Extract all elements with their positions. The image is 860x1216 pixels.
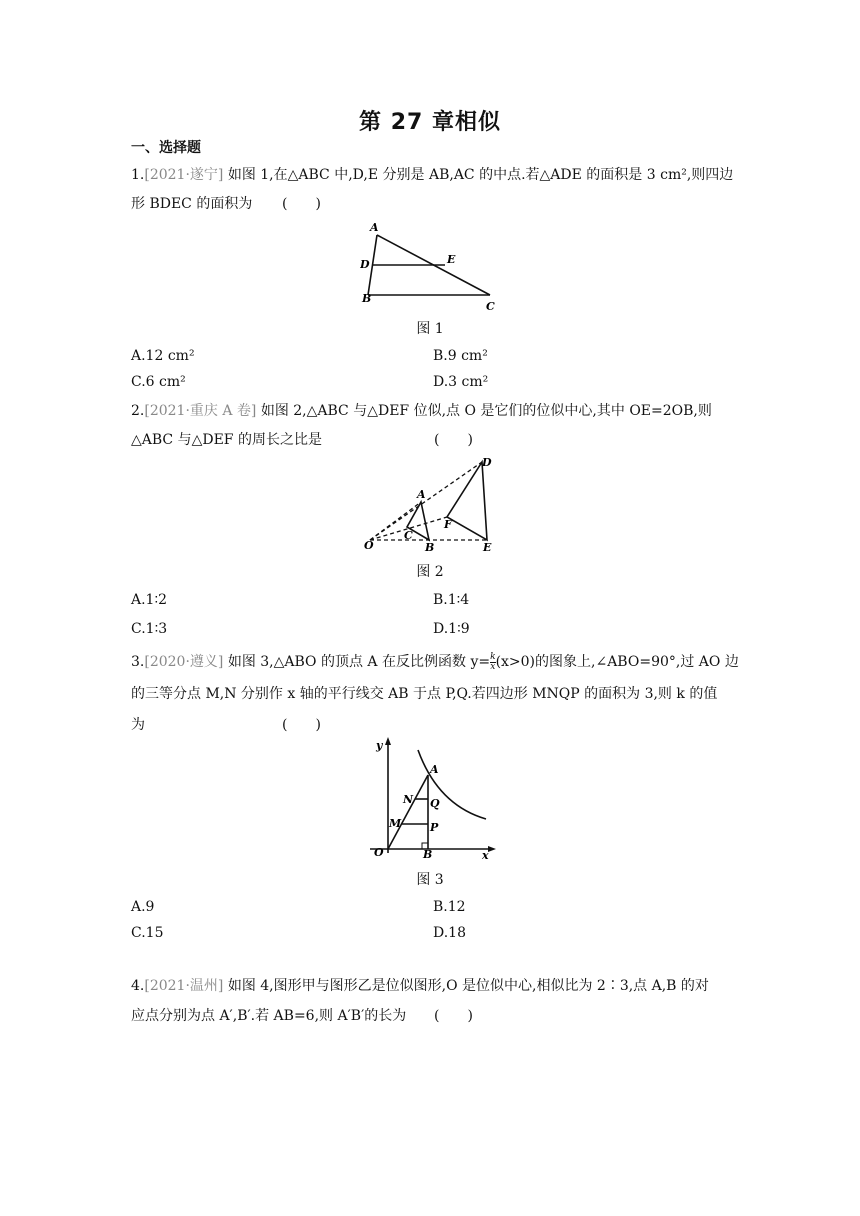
q1-label-c: C bbox=[486, 300, 495, 313]
q4-answer-paren: ( ) bbox=[434, 1008, 473, 1024]
q3-x-arrow bbox=[488, 846, 496, 852]
q3-stem-line3 bbox=[131, 715, 145, 735]
q3-option-d: D.18 bbox=[433, 925, 466, 941]
q1-source: [2021·遂宁] bbox=[144, 167, 224, 183]
q3-figure bbox=[368, 735, 498, 860]
q2-caption: 图 2 bbox=[416, 564, 444, 580]
q3-text3: 为 bbox=[131, 717, 145, 733]
q2-number: 2. bbox=[131, 403, 145, 419]
q2-ray-oa bbox=[370, 502, 421, 540]
q3-label-y: y bbox=[376, 739, 383, 752]
q2-option-a: A.1∶2 bbox=[131, 592, 168, 608]
q3-text: 如图 3,△ABO 的顶点 A 在反比例函数 y= bbox=[223, 654, 491, 670]
q1-text2: 形 BDEC 的面积为 bbox=[131, 196, 253, 212]
q1-caption: 图 1 bbox=[416, 321, 444, 337]
q2-text: 如图 2,△ABC 与△DEF 位似,点 O 是它们的位似中心,其中 OE=2OB,则 bbox=[256, 403, 712, 419]
q2-label-b: B bbox=[425, 541, 435, 554]
page-title: 第 27 章相似 bbox=[359, 110, 501, 135]
q3-stem-line2 bbox=[131, 684, 717, 704]
q1-stem-line1 bbox=[131, 165, 733, 185]
q2-label-e: E bbox=[483, 541, 492, 554]
q2-text2: △ABC 与△DEF 的周长之比是 bbox=[131, 432, 322, 448]
q2-label-a: A bbox=[417, 488, 426, 501]
q3-label-m: M bbox=[389, 817, 402, 830]
q4-number: 4. bbox=[131, 978, 145, 994]
q2-option-d: D.1∶9 bbox=[433, 621, 470, 637]
q1-stem-line2 bbox=[131, 194, 252, 214]
q3-label-a: A bbox=[430, 763, 439, 776]
section-heading: 一、选择题 bbox=[131, 140, 201, 156]
q3-y-arrow bbox=[385, 737, 391, 745]
q3-number: 3. bbox=[131, 654, 145, 670]
q4-text2: 应点分别为点 A′,B′.若 AB=6,则 A′B′的长为 bbox=[131, 1008, 407, 1024]
q1-label-a: A bbox=[370, 221, 379, 234]
q2-stem-line2 bbox=[131, 430, 322, 450]
q4-text: 如图 4,图形甲与图形乙是位似图形,O 是位似中心,相似比为 2∶3,点 A,B 的对 bbox=[223, 978, 709, 994]
q3-stem-line1 bbox=[131, 652, 739, 672]
q2-label-c: C bbox=[404, 529, 413, 542]
q2-source: [2021·重庆 A 卷] bbox=[144, 403, 257, 419]
q2-stem-line1 bbox=[131, 401, 712, 421]
q1-label-e: E bbox=[447, 253, 456, 266]
q3-fraction-numerator: k bbox=[490, 651, 496, 662]
q2-label-o: O bbox=[364, 539, 374, 552]
q4-source: [2021·温州] bbox=[144, 978, 224, 994]
q3-text2: 的三等分点 M,N 分别作 x 轴的平行线交 AB 于点 P,Q.若四边形 MNQP 的面积为 3,则 k 的值 bbox=[131, 686, 718, 702]
q3-answer-paren: ( ) bbox=[282, 717, 321, 733]
q3-fraction-denominator: x bbox=[490, 661, 496, 672]
q4-stem-line1 bbox=[131, 976, 709, 996]
q1-option-b: B.9 cm² bbox=[433, 348, 488, 364]
q1-label-d: D bbox=[360, 258, 370, 271]
q3-label-o: O bbox=[374, 846, 384, 859]
q3-label-p: P bbox=[430, 821, 439, 834]
q3-text-b: (x>0)的图象上,∠ABO=90°,过 AO 边 bbox=[495, 654, 739, 670]
q3-option-b: B.12 bbox=[433, 899, 466, 915]
q2-label-d: D bbox=[482, 456, 492, 469]
q1-number: 1. bbox=[131, 167, 145, 183]
q1-option-a: A.12 cm² bbox=[131, 348, 195, 364]
q2-triangle-def bbox=[447, 462, 487, 540]
q2-figure bbox=[362, 452, 504, 557]
q3-label-q: Q bbox=[430, 797, 440, 810]
q3-option-a: A.9 bbox=[131, 899, 155, 915]
q2-option-c: C.1∶3 bbox=[131, 621, 168, 637]
q3-label-x: x bbox=[482, 849, 489, 860]
q3-source: [2020·遵义] bbox=[144, 654, 224, 670]
q4-stem-line2 bbox=[131, 1006, 406, 1026]
q1-answer-paren: ( ) bbox=[282, 196, 321, 212]
q1-option-c: C.6 cm² bbox=[131, 374, 186, 390]
q2-option-b: B.1∶4 bbox=[433, 592, 470, 608]
q1-figure bbox=[360, 220, 500, 315]
q2-answer-paren: ( ) bbox=[434, 432, 473, 448]
q3-option-c: C.15 bbox=[131, 925, 164, 941]
q3-label-n: N bbox=[403, 793, 414, 806]
q3-caption: 图 3 bbox=[416, 872, 444, 888]
q1-option-d: D.3 cm² bbox=[433, 374, 489, 390]
q3-segment-oa bbox=[388, 775, 428, 849]
q2-label-f: F bbox=[444, 518, 452, 531]
q1-label-b: B bbox=[362, 292, 372, 305]
q1-text: 如图 1,在△ABC 中,D,E 分别是 AB,AC 的中点.若△ADE 的面积是 3 cm²,则四边 bbox=[223, 167, 734, 183]
q3-label-b: B bbox=[423, 848, 433, 860]
